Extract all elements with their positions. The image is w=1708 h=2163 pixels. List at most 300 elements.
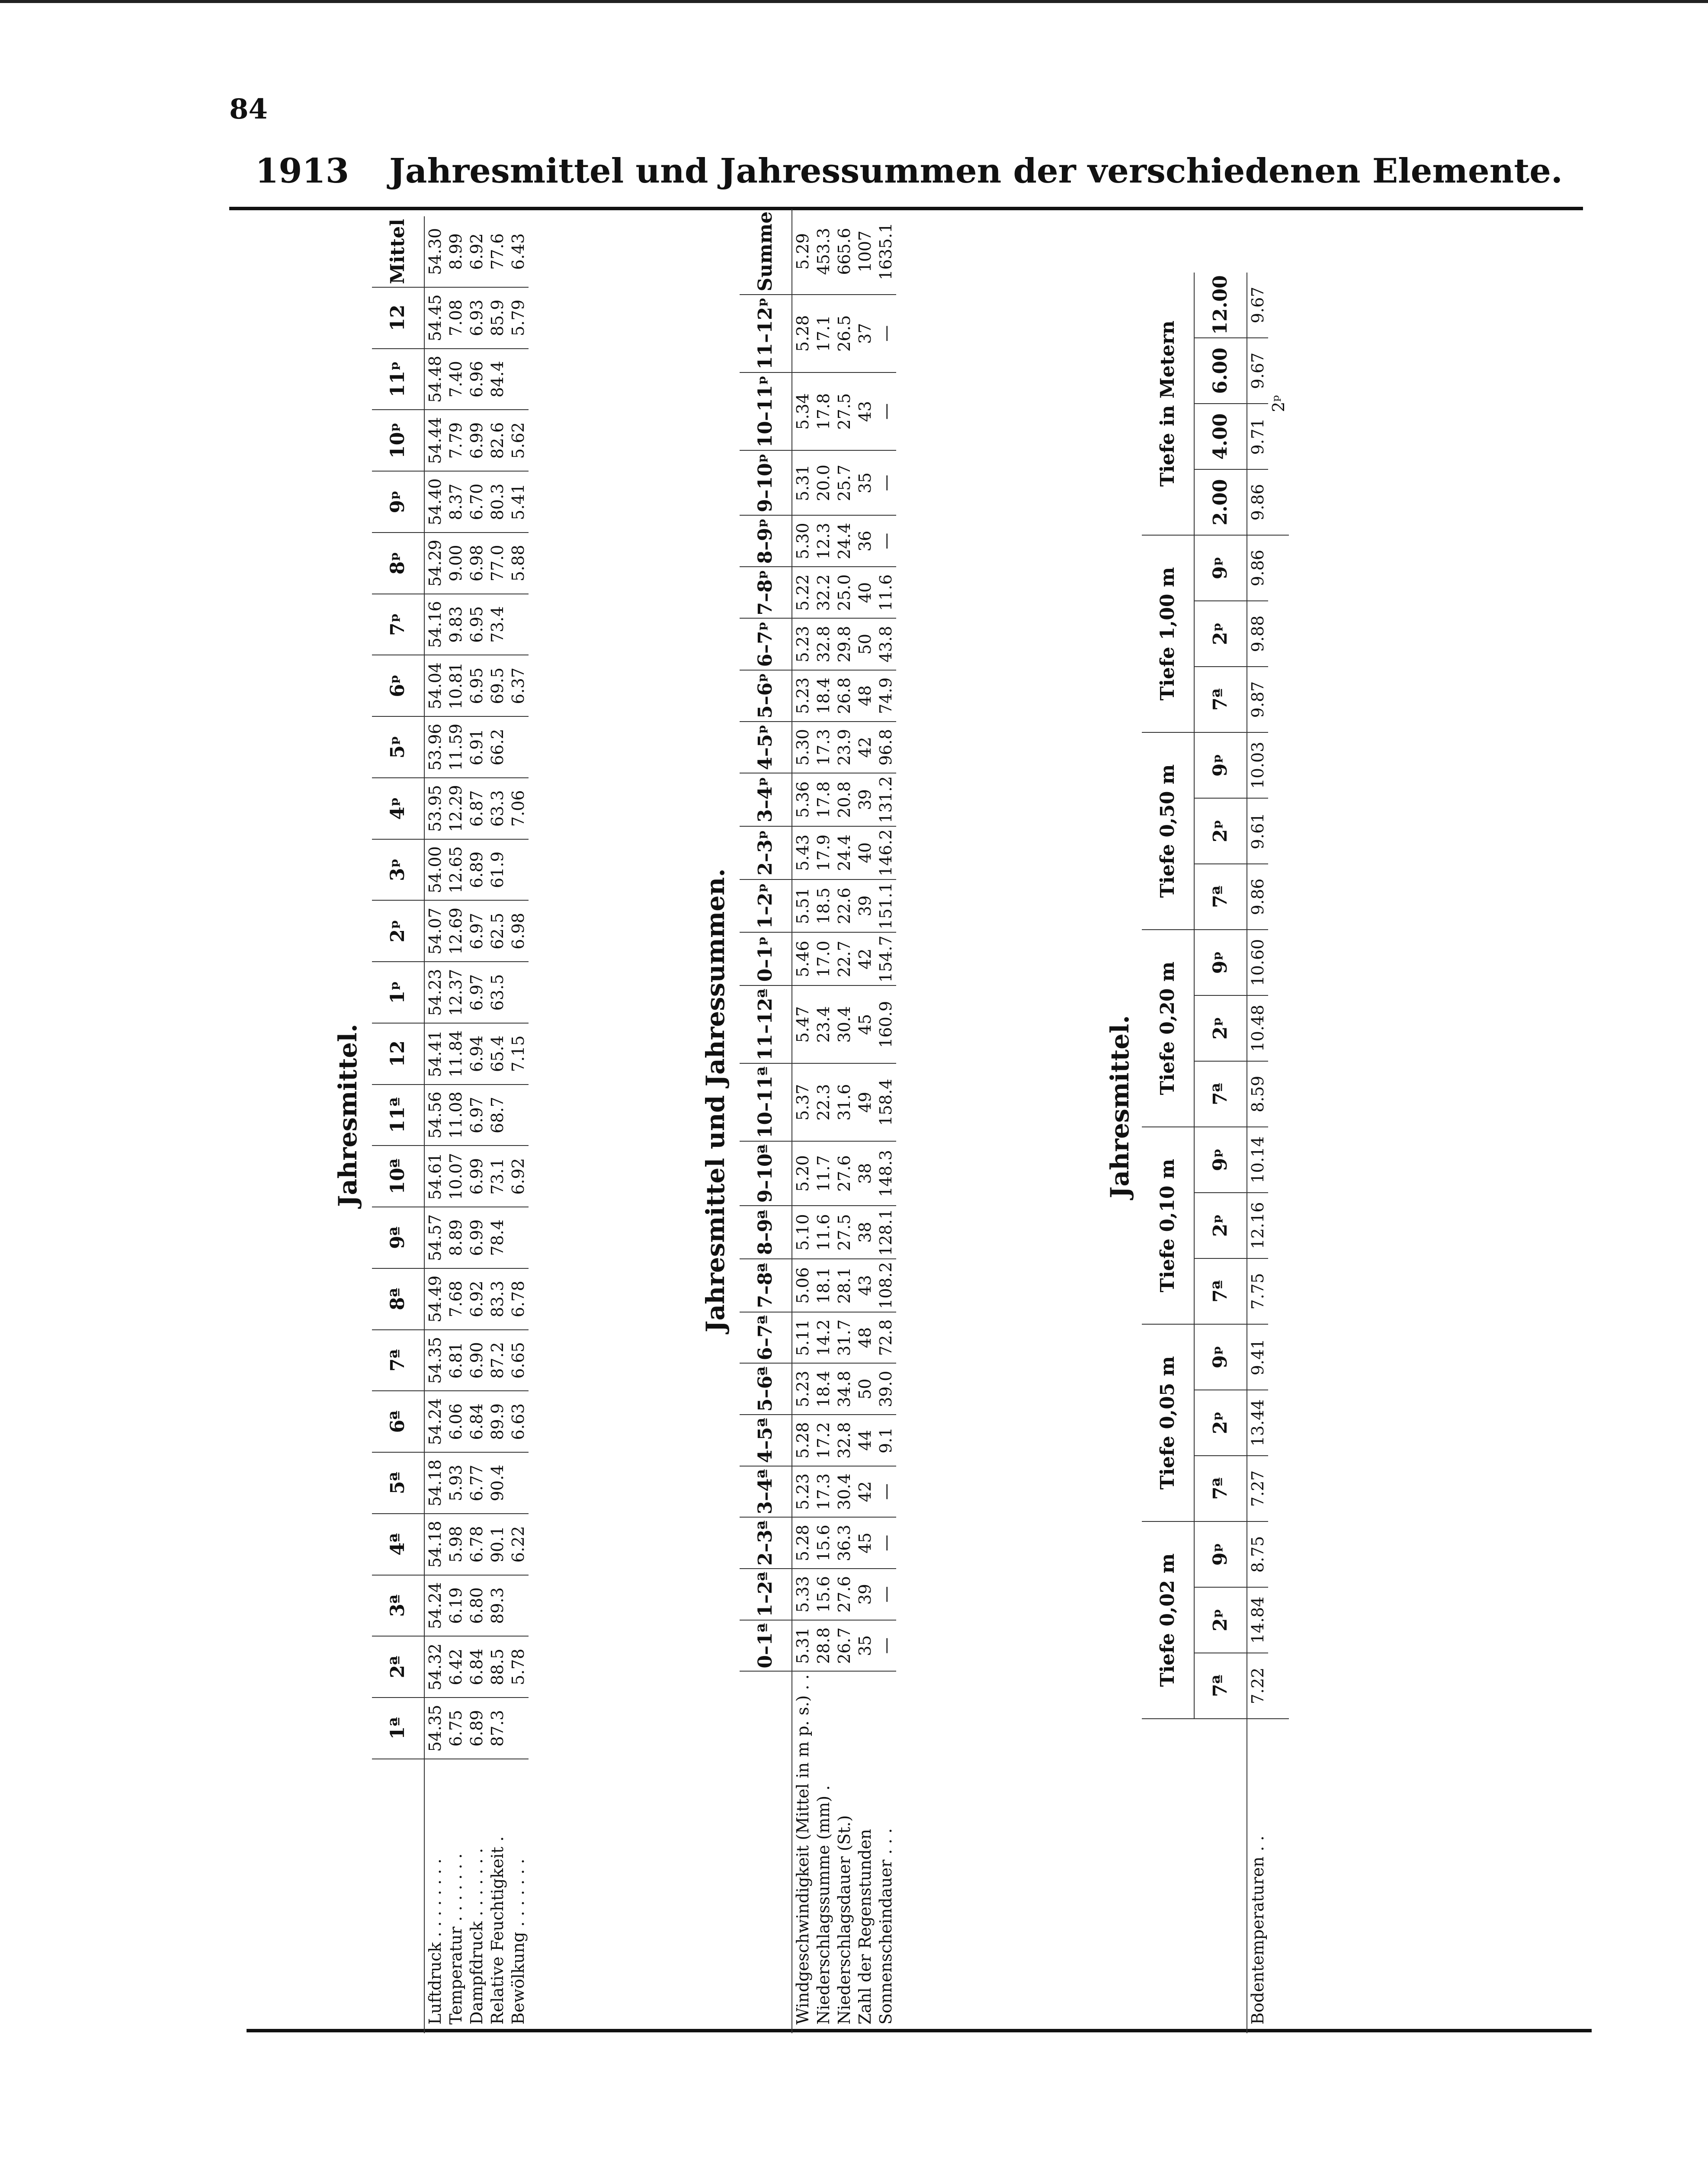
table-cell: 54.04 bbox=[424, 655, 445, 716]
table-cell: 54.44 bbox=[424, 410, 445, 471]
table-cell: 6.92 bbox=[508, 1146, 529, 1207]
table-cell: 148.3 bbox=[875, 1141, 896, 1206]
table-cell: 54.32 bbox=[424, 1636, 445, 1698]
table-cell: 7.08 bbox=[445, 287, 466, 349]
table-cell: 35 bbox=[855, 450, 875, 515]
table-cell: 11.6 bbox=[813, 1206, 834, 1259]
row-label: Dampfdruck . . . . . . . bbox=[467, 1848, 486, 2025]
table-cell bbox=[508, 349, 529, 410]
table-mittel-summen-grid bbox=[740, 209, 896, 2033]
table-cell: 38 bbox=[855, 1141, 875, 1206]
table-cell: 83.3 bbox=[487, 1268, 508, 1330]
column-header: 7–8ª bbox=[740, 1259, 792, 1312]
table-cell: 26.5 bbox=[834, 295, 855, 372]
table-cell: 6.98 bbox=[466, 533, 487, 594]
table-cell: 6.65 bbox=[508, 1330, 529, 1391]
table-cell: 40 bbox=[855, 826, 875, 879]
column-header: 12 bbox=[372, 1023, 424, 1085]
column-header: 9ª bbox=[372, 1207, 424, 1268]
table-cell: 54.24 bbox=[424, 1391, 445, 1452]
table-cell: 6.70 bbox=[466, 471, 487, 533]
table-cell: 7.68 bbox=[445, 1268, 466, 1330]
table-cell bbox=[508, 594, 529, 655]
table-cell: 5.28 bbox=[792, 1415, 813, 1466]
table-cell: 11.84 bbox=[445, 1023, 466, 1085]
table-cell: 37 bbox=[855, 295, 875, 372]
metern-depth-header: 6.00 bbox=[1194, 338, 1247, 404]
table-cell: 8.75 bbox=[1247, 1521, 1268, 1587]
table-cell: 54.49 bbox=[424, 1268, 445, 1330]
table-cell: 32.8 bbox=[834, 1415, 855, 1466]
table-jahresmittel bbox=[372, 216, 529, 2033]
column-header: 10ᵖ bbox=[372, 410, 424, 471]
table-cell: 54.24 bbox=[424, 1575, 445, 1637]
table-cell: 27.5 bbox=[834, 372, 855, 450]
table-cell: 9.61 bbox=[1247, 798, 1268, 864]
table-row bbox=[875, 209, 896, 2033]
table-cell: 9.67 bbox=[1247, 338, 1268, 404]
table-cell: 128.1 bbox=[875, 1206, 896, 1259]
table-cell: 43.8 bbox=[875, 619, 896, 670]
column-header: 6ᵖ bbox=[372, 655, 424, 716]
table-cell: 5.29 bbox=[792, 209, 813, 295]
column-header: 8–9ª bbox=[740, 1206, 792, 1259]
hour-header: 7ª bbox=[1194, 1456, 1247, 1521]
hour-header: 7ª bbox=[1194, 667, 1247, 732]
column-header: 8–9ᵖ bbox=[740, 515, 792, 567]
table-cell: 32.2 bbox=[813, 567, 834, 618]
table-cell: 6.75 bbox=[445, 1698, 466, 1759]
table-cell: 665.6 bbox=[834, 209, 855, 295]
row-label: Niederschlagsdauer (St.) bbox=[835, 1815, 854, 2025]
table-cell: 7.15 bbox=[508, 1023, 529, 1085]
table-cell: 89.3 bbox=[487, 1575, 508, 1637]
table-cell: 68.7 bbox=[487, 1085, 508, 1146]
page-heading bbox=[255, 151, 1563, 191]
table-cell: 42 bbox=[855, 722, 875, 773]
table-cell: 6.99 bbox=[466, 1146, 487, 1207]
hour-header: 2ᵖ bbox=[1194, 1193, 1247, 1258]
table-cell: 26.8 bbox=[834, 670, 855, 722]
table-cell: 7.22 bbox=[1247, 1653, 1268, 1719]
table-cell: 39 bbox=[855, 773, 875, 826]
table-cell bbox=[508, 962, 529, 1023]
table-cell: 10.60 bbox=[1247, 930, 1268, 995]
table-cell: 39.0 bbox=[875, 1364, 896, 1415]
table-cell: 5.31 bbox=[792, 1620, 813, 1672]
table-row bbox=[445, 216, 466, 2033]
table-cell: 63.3 bbox=[487, 778, 508, 839]
table-cell: 53.95 bbox=[424, 778, 445, 839]
table-cell: 160.9 bbox=[875, 985, 896, 1063]
row-label: Luftdruck . . . . . . . . bbox=[426, 1858, 445, 2025]
table-cell: 6.93 bbox=[466, 287, 487, 349]
table-cell: 108.2 bbox=[875, 1259, 896, 1312]
table-cell: 6.95 bbox=[466, 655, 487, 716]
table-cell: 26.7 bbox=[834, 1620, 855, 1672]
column-header: 11–12ᵖ bbox=[740, 295, 792, 372]
table-cell: 50 bbox=[855, 619, 875, 670]
table-cell: 87.3 bbox=[487, 1698, 508, 1759]
table-cell: 5.46 bbox=[792, 932, 813, 985]
table-cell: 9.00 bbox=[445, 533, 466, 594]
table-cell: 5.78 bbox=[508, 1636, 529, 1698]
table-cell: 18.1 bbox=[813, 1259, 834, 1312]
table-cell: 5.98 bbox=[445, 1514, 466, 1575]
table-row bbox=[813, 209, 834, 2033]
hour-header: 2ᵖ bbox=[1194, 995, 1247, 1061]
table-cell: 5.23 bbox=[792, 1466, 813, 1518]
hour-header: 9ᵖ bbox=[1194, 1127, 1247, 1193]
table-cell: 18.5 bbox=[813, 879, 834, 933]
column-header: 8ᵖ bbox=[372, 533, 424, 594]
table-cell: 27.6 bbox=[834, 1141, 855, 1206]
table-cell: 131.2 bbox=[875, 773, 896, 826]
table-jahresmittel-grid bbox=[372, 216, 529, 2033]
table-cell: 7.40 bbox=[445, 349, 466, 410]
column-header: 6–7ᵖ bbox=[740, 619, 792, 670]
table-cell: 5.31 bbox=[792, 450, 813, 515]
table-cell: 54.07 bbox=[424, 900, 445, 962]
table-cell bbox=[508, 1452, 529, 1514]
table-cell: 158.4 bbox=[875, 1063, 896, 1141]
table-cell: — bbox=[875, 1569, 896, 1620]
table-cell: 11.59 bbox=[445, 716, 466, 778]
table-cell: 54.23 bbox=[424, 962, 445, 1023]
table-cell: 45 bbox=[855, 1517, 875, 1569]
hour-header: 2ᵖ bbox=[1194, 798, 1247, 864]
table-cell: 6.81 bbox=[445, 1330, 466, 1391]
table-cell: 39 bbox=[855, 1569, 875, 1620]
column-header: 10–11ª bbox=[740, 1063, 792, 1141]
table-cell: 54.56 bbox=[424, 1085, 445, 1146]
column-header: 11ᵖ bbox=[372, 349, 424, 410]
table-cell: 11.7 bbox=[813, 1141, 834, 1206]
table-cell: 54.29 bbox=[424, 533, 445, 594]
table-cell: 453.3 bbox=[813, 209, 834, 295]
table-cell: 53.96 bbox=[424, 716, 445, 778]
table-cell: 40 bbox=[855, 567, 875, 618]
table-cell: 54.57 bbox=[424, 1207, 445, 1268]
metern-depth-header: 12.00 bbox=[1194, 273, 1247, 338]
column-header: 3–4ᵖ bbox=[740, 773, 792, 826]
table-cell: 6.63 bbox=[508, 1391, 529, 1452]
column-header: Summe bbox=[740, 209, 792, 295]
table-cell: 1007 bbox=[855, 209, 875, 295]
table-cell: 27.5 bbox=[834, 1206, 855, 1259]
column-header: 9–10ª bbox=[740, 1141, 792, 1206]
table-cell: 12.37 bbox=[445, 962, 466, 1023]
table-cell: 9.86 bbox=[1247, 864, 1268, 930]
column-header: 2ª bbox=[372, 1636, 424, 1698]
table-cell: 25.7 bbox=[834, 450, 855, 515]
table-cell: 9.87 bbox=[1247, 667, 1268, 732]
column-header: 1ᵖ bbox=[372, 962, 424, 1023]
column-header: 1–2ª bbox=[740, 1569, 792, 1620]
table-cell: 7.06 bbox=[508, 778, 529, 839]
table-cell: 17.2 bbox=[813, 1415, 834, 1466]
depth-group-header: Tiefe 0,20 m bbox=[1142, 930, 1194, 1127]
table-cell: — bbox=[875, 372, 896, 450]
row-label: Windgeschwindigkeit (Mittel in m p. s.) . . bbox=[793, 1674, 812, 2025]
table-cell: 5.51 bbox=[792, 879, 813, 933]
column-header: 5–6ᵖ bbox=[740, 670, 792, 722]
table-cell: 7.79 bbox=[445, 410, 466, 471]
table-cell: 42 bbox=[855, 1466, 875, 1518]
table-cell: 43 bbox=[855, 1259, 875, 1312]
table-cell: 20.8 bbox=[834, 773, 855, 826]
table-cell: 9.1 bbox=[875, 1415, 896, 1466]
table-cell: 6.92 bbox=[466, 216, 487, 287]
table-cell: 89.9 bbox=[487, 1391, 508, 1452]
table-cell: 6.06 bbox=[445, 1391, 466, 1452]
table-cell: 90.1 bbox=[487, 1514, 508, 1575]
table-cell: 30.4 bbox=[834, 985, 855, 1063]
table-cell: 78.4 bbox=[487, 1207, 508, 1268]
table-row bbox=[792, 209, 813, 2033]
hour-header: 9ᵖ bbox=[1194, 1324, 1247, 1390]
table-cell: 7.75 bbox=[1247, 1258, 1268, 1324]
table-cell: 80.3 bbox=[487, 471, 508, 533]
table-cell: — bbox=[875, 1517, 896, 1569]
table-cell: 6.91 bbox=[466, 716, 487, 778]
table-cell: 17.9 bbox=[813, 826, 834, 879]
row-label: Sonnenscheindauer . . . bbox=[876, 1828, 895, 2025]
column-header: 4–5ᵖ bbox=[740, 722, 792, 773]
column-header: 2–3ª bbox=[740, 1517, 792, 1569]
depth-group-header: Tiefe 0,05 m bbox=[1142, 1324, 1194, 1521]
table-cell: 6.87 bbox=[466, 778, 487, 839]
table-mittel-summen bbox=[740, 211, 896, 2033]
table-cell: 1635.1 bbox=[875, 209, 896, 295]
table-cell: 12.3 bbox=[813, 515, 834, 567]
table-cell: 6.78 bbox=[466, 1514, 487, 1575]
table-cell: 7.27 bbox=[1247, 1456, 1268, 1521]
table-cell: 44 bbox=[855, 1415, 875, 1466]
table-row bbox=[487, 216, 508, 2033]
table-cell: 87.2 bbox=[487, 1330, 508, 1391]
table-cell: 43 bbox=[855, 372, 875, 450]
table-cell: 28.1 bbox=[834, 1259, 855, 1312]
table-cell: 17.3 bbox=[813, 722, 834, 773]
hour-header: 9ᵖ bbox=[1194, 535, 1247, 601]
hour-header: 7ª bbox=[1194, 864, 1247, 930]
column-header: 7–8ᵖ bbox=[740, 567, 792, 618]
table-cell: 31.7 bbox=[834, 1312, 855, 1364]
table-cell: 54.18 bbox=[424, 1514, 445, 1575]
hour-header: 7ª bbox=[1194, 1258, 1247, 1324]
table-cell: 17.8 bbox=[813, 773, 834, 826]
table-cell: — bbox=[875, 515, 896, 567]
table-cell: 6.42 bbox=[445, 1636, 466, 1698]
column-header: 6–7ª bbox=[740, 1312, 792, 1364]
table-cell: 22.6 bbox=[834, 879, 855, 933]
table-cell: 20.0 bbox=[813, 450, 834, 515]
column-header: 5ª bbox=[372, 1452, 424, 1514]
table-cell bbox=[508, 1698, 529, 1759]
table-cell: 12.65 bbox=[445, 839, 466, 901]
table-cell: 6.84 bbox=[466, 1636, 487, 1698]
table-cell: 54.30 bbox=[424, 216, 445, 287]
table-cell bbox=[508, 1575, 529, 1637]
table-cell: 22.7 bbox=[834, 932, 855, 985]
table-cell: 5.79 bbox=[508, 287, 529, 349]
column-header: 4ª bbox=[372, 1514, 424, 1575]
table-cell: 6.99 bbox=[466, 410, 487, 471]
table-cell: 9.71 bbox=[1247, 404, 1268, 469]
table-cell: 5.28 bbox=[792, 295, 813, 372]
row-label-blank bbox=[1268, 1719, 1289, 2033]
column-header: 1–2ᵖ bbox=[740, 879, 792, 933]
column-header: 7ᵖ bbox=[372, 594, 424, 655]
table-cell: 54.48 bbox=[424, 349, 445, 410]
table-cell: 24.4 bbox=[834, 515, 855, 567]
table-cell: 10.03 bbox=[1247, 732, 1268, 798]
table-cell: 6.22 bbox=[508, 1514, 529, 1575]
table-cell: 14.84 bbox=[1247, 1587, 1268, 1653]
table-cell: 6.43 bbox=[508, 216, 529, 287]
table-cell: 6.94 bbox=[466, 1023, 487, 1085]
row-label: Bodentemperaturen . . bbox=[1248, 1836, 1267, 2025]
hour-header: 9ᵖ bbox=[1194, 930, 1247, 995]
table-cell: 6.97 bbox=[466, 1085, 487, 1146]
column-header: 8ª bbox=[372, 1268, 424, 1330]
depth-group-header: Tiefe 0,50 m bbox=[1142, 732, 1194, 930]
table-cell: 24.4 bbox=[834, 826, 855, 879]
column-header: 0–1ᵖ bbox=[740, 932, 792, 985]
table-row bbox=[466, 216, 487, 2033]
row-label-header bbox=[740, 1671, 792, 2033]
table-cell: 30.4 bbox=[834, 1466, 855, 1518]
table-cell bbox=[508, 1085, 529, 1146]
top-rule bbox=[0, 0, 1708, 3]
column-header: 2–3ᵖ bbox=[740, 826, 792, 879]
table-cell: 32.8 bbox=[813, 619, 834, 670]
table-cell: 6.97 bbox=[466, 900, 487, 962]
table-cell: 5.93 bbox=[445, 1452, 466, 1514]
metern-depth-header: 2.00 bbox=[1194, 469, 1247, 535]
table-cell: 6.99 bbox=[466, 1207, 487, 1268]
table-cell: 12.16 bbox=[1247, 1193, 1268, 1258]
table-cell: 39 bbox=[855, 879, 875, 933]
table-cell: 10.48 bbox=[1247, 995, 1268, 1061]
table-row bbox=[508, 216, 529, 2033]
table-cell: 45 bbox=[855, 985, 875, 1063]
table-cell: 154.7 bbox=[875, 932, 896, 985]
table-cell: 5.23 bbox=[792, 619, 813, 670]
table-cell: 8.37 bbox=[445, 471, 466, 533]
table-cell: 6.89 bbox=[466, 1698, 487, 1759]
table-cell: 54.16 bbox=[424, 594, 445, 655]
hour-header: 7ª bbox=[1194, 1653, 1247, 1719]
hour-header: 9ᵖ bbox=[1194, 1521, 1247, 1587]
table-cell: 69.5 bbox=[487, 655, 508, 716]
table-cell: 151.1 bbox=[875, 879, 896, 933]
column-header: 10–11ᵖ bbox=[740, 372, 792, 450]
table-cell: 48 bbox=[855, 670, 875, 722]
table-cell: 84.4 bbox=[487, 349, 508, 410]
row-label: Bewölkung . . . . . . . bbox=[509, 1858, 528, 2025]
page-number: 84 bbox=[229, 93, 268, 125]
row-label-header bbox=[1142, 1719, 1247, 2033]
table-cell: 73.4 bbox=[487, 594, 508, 655]
table-cell: 5.36 bbox=[792, 773, 813, 826]
table-cell: 88.5 bbox=[487, 1636, 508, 1698]
table-cell: 5.43 bbox=[792, 826, 813, 879]
table-cell: — bbox=[875, 450, 896, 515]
table-cell: 49 bbox=[855, 1063, 875, 1141]
table-cell: 9.88 bbox=[1247, 601, 1268, 667]
depth-group-header: Tiefe 0,10 m bbox=[1142, 1127, 1194, 1324]
table-cell bbox=[508, 839, 529, 901]
table-cell: 61.9 bbox=[487, 839, 508, 901]
row-label: Temperatur . . . . . . . bbox=[446, 1853, 465, 2025]
table-cell: 28.8 bbox=[813, 1620, 834, 1672]
table-cell: 5.47 bbox=[792, 985, 813, 1063]
column-header: 1ª bbox=[372, 1698, 424, 1759]
table-cell: 9.86 bbox=[1247, 469, 1268, 535]
table-cell: 6.19 bbox=[445, 1575, 466, 1637]
table-cell: 74.9 bbox=[875, 670, 896, 722]
table-cell: 65.4 bbox=[487, 1023, 508, 1085]
row-label: Niederschlagssumme (mm) . bbox=[814, 1785, 833, 2025]
column-header: 0–1ª bbox=[740, 1620, 792, 1672]
table-cell: 23.4 bbox=[813, 985, 834, 1063]
table-cell: 6.95 bbox=[466, 594, 487, 655]
table-cell bbox=[508, 1207, 529, 1268]
table-cell: 48 bbox=[855, 1312, 875, 1364]
table-cell: 66.2 bbox=[487, 716, 508, 778]
hour-header: 2ᵖ bbox=[1194, 601, 1247, 667]
metern-hour-label: 2ᵖ bbox=[1268, 273, 1289, 535]
table-cell: 72.8 bbox=[875, 1312, 896, 1364]
column-header: 5–6ª bbox=[740, 1364, 792, 1415]
table-cell: 17.3 bbox=[813, 1466, 834, 1518]
table-cell: 17.1 bbox=[813, 295, 834, 372]
table-cell: 18.4 bbox=[813, 670, 834, 722]
table-cell: 82.6 bbox=[487, 410, 508, 471]
column-header: 10ª bbox=[372, 1146, 424, 1207]
table-cell: 63.5 bbox=[487, 962, 508, 1023]
table-cell: 54.35 bbox=[424, 1698, 445, 1759]
group-header-row bbox=[1142, 273, 1194, 2033]
row-label: Zahl der Regenstunden bbox=[856, 1829, 875, 2025]
table-cell: — bbox=[875, 1466, 896, 1518]
table-cell: 54.45 bbox=[424, 287, 445, 349]
table-cell: 5.10 bbox=[792, 1206, 813, 1259]
column-header: 9–10ᵖ bbox=[740, 450, 792, 515]
table-cell: 5.30 bbox=[792, 722, 813, 773]
table-cell: 6.77 bbox=[466, 1452, 487, 1514]
hour-header: 9ᵖ bbox=[1194, 732, 1247, 798]
table-row bbox=[1247, 273, 1268, 2033]
hour-header: 2ᵖ bbox=[1194, 1390, 1247, 1456]
table-cell: 31.6 bbox=[834, 1063, 855, 1141]
table-row bbox=[834, 209, 855, 2033]
frame-top-rule bbox=[229, 207, 1583, 210]
column-header: 9ᵖ bbox=[372, 471, 424, 533]
table-cell: 96.8 bbox=[875, 722, 896, 773]
table-cell: 14.2 bbox=[813, 1312, 834, 1364]
table-cell: 6.89 bbox=[466, 839, 487, 901]
table-cell: 9.41 bbox=[1247, 1324, 1268, 1390]
table-cell: 6.37 bbox=[508, 655, 529, 716]
spacer-cell bbox=[1268, 535, 1289, 1719]
table-cell: 36.3 bbox=[834, 1517, 855, 1569]
table-cell: 15.6 bbox=[813, 1569, 834, 1620]
table-cell: — bbox=[875, 295, 896, 372]
table-cell: 62.5 bbox=[487, 900, 508, 962]
